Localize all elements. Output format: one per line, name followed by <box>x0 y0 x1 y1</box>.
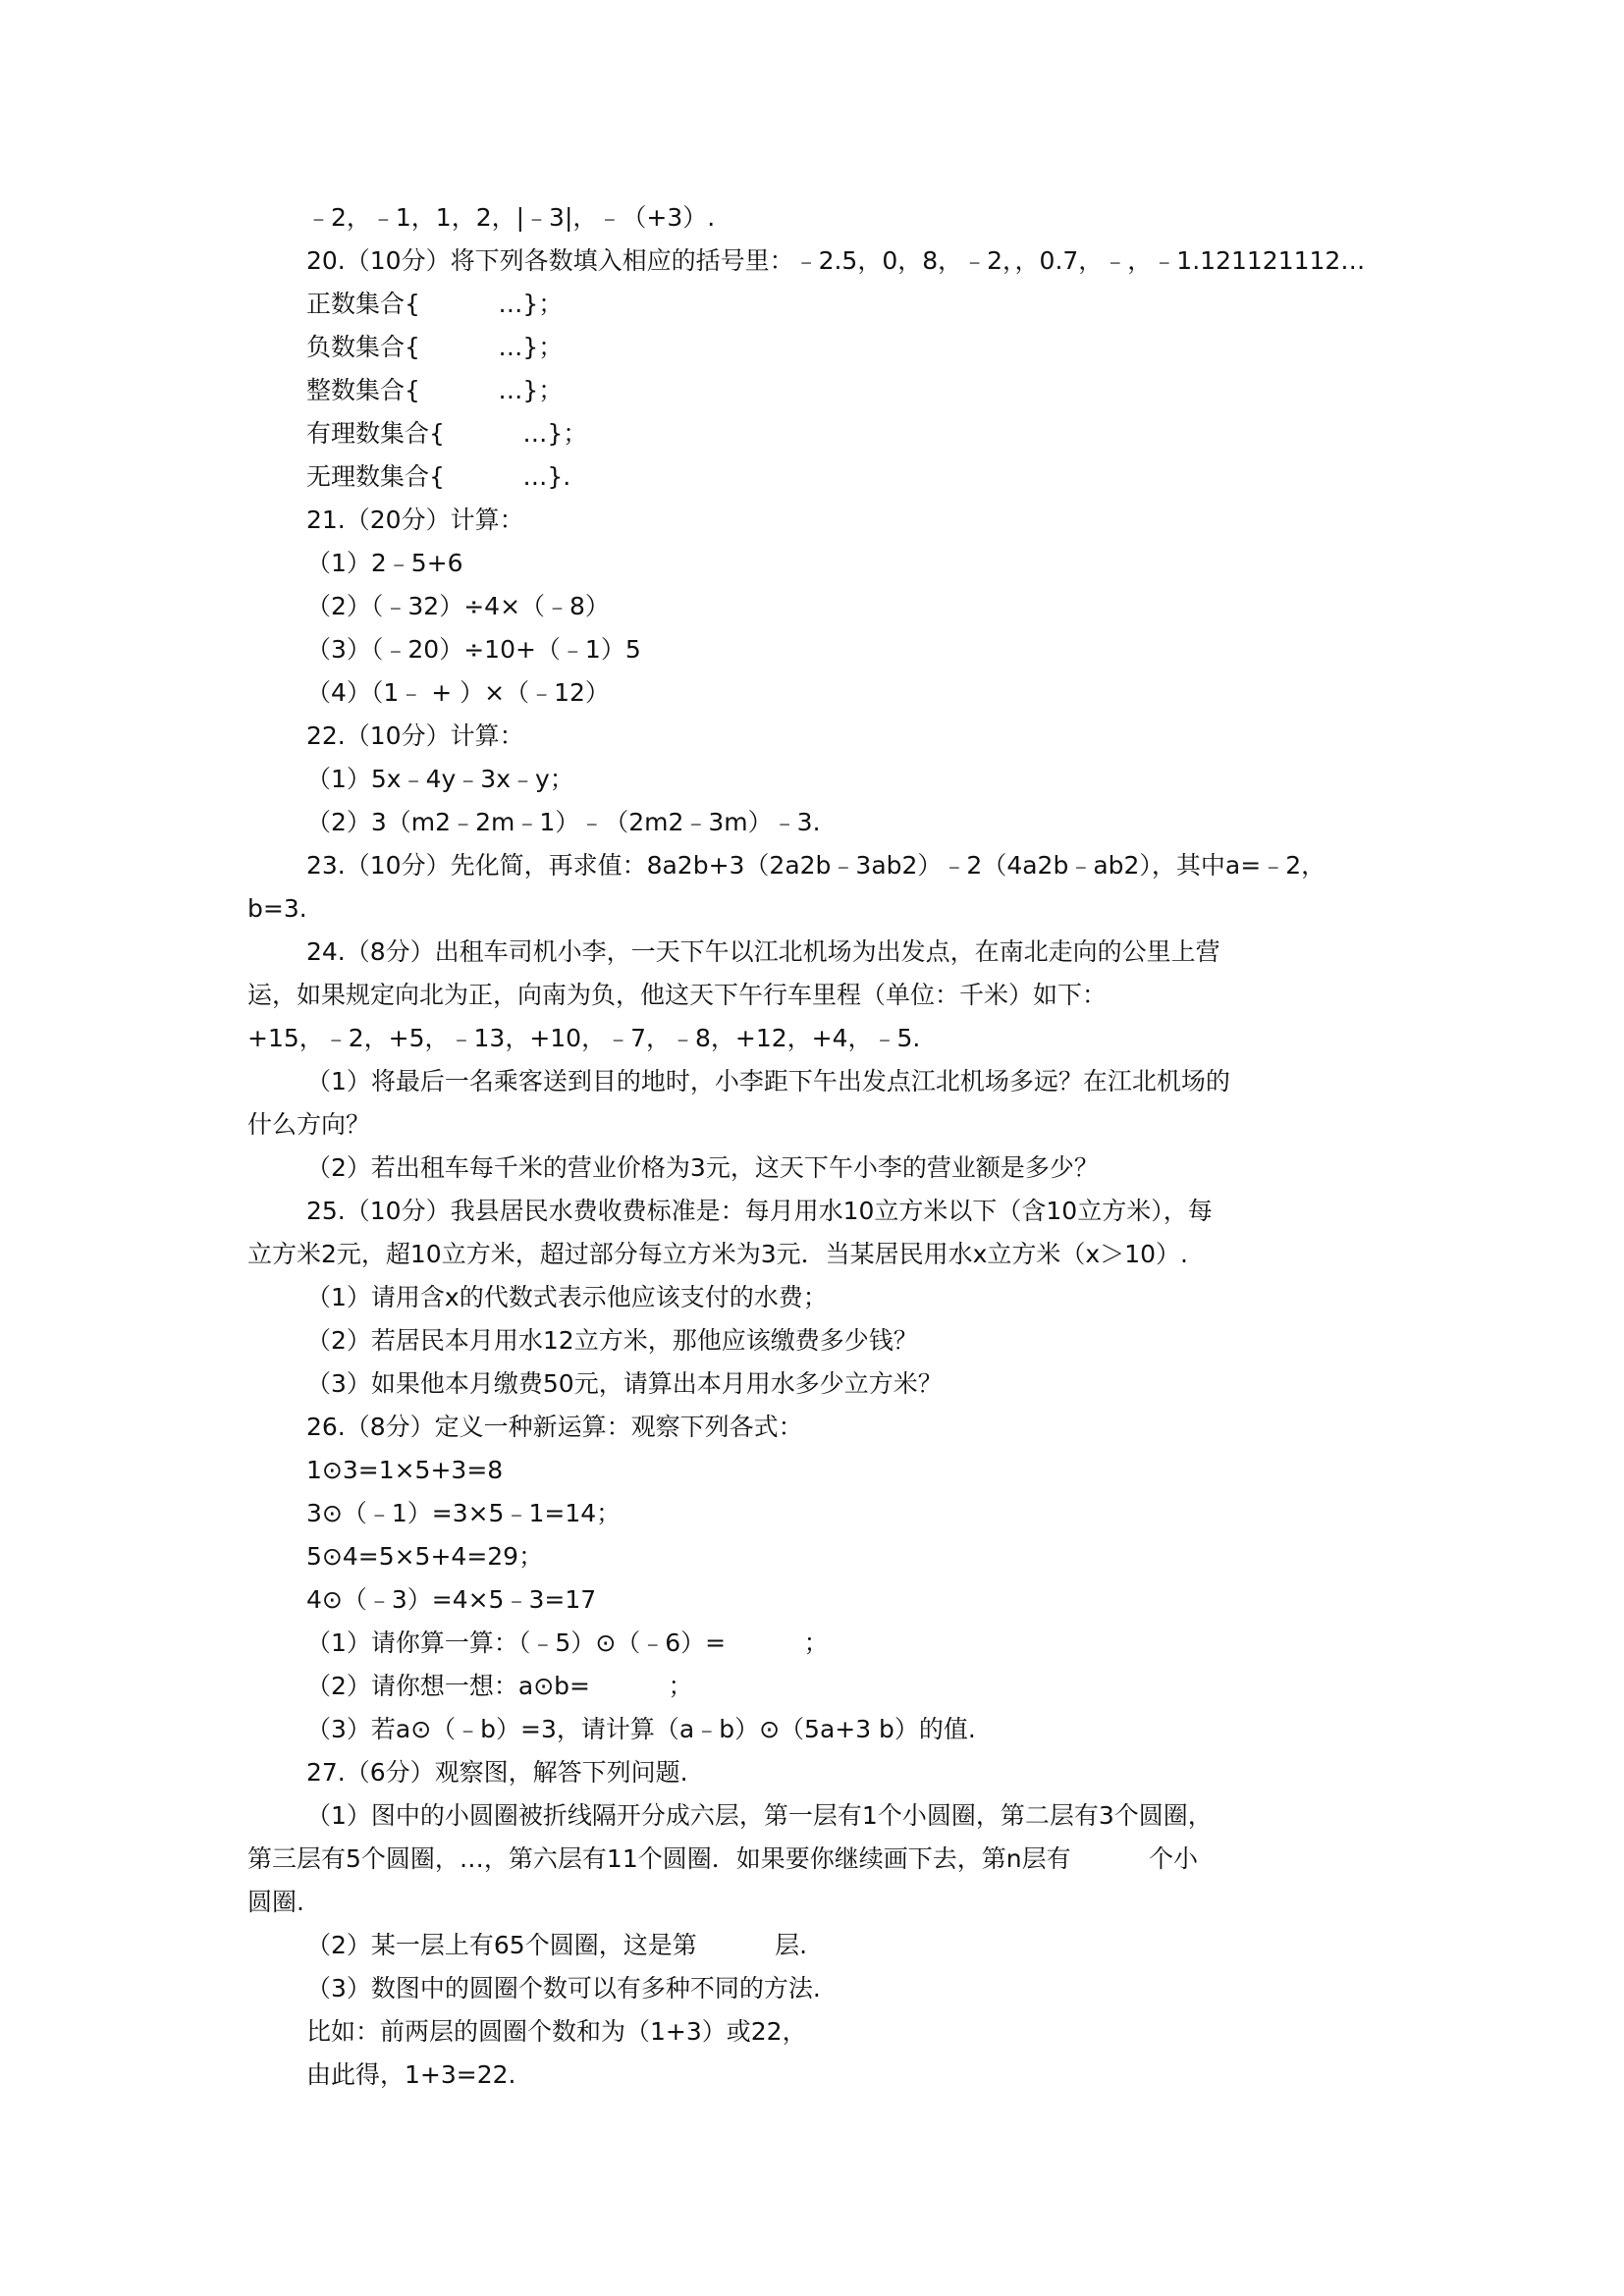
text-line: 5⊙4=5×5+4=29； <box>306 1542 544 1571</box>
text-line: 整数集合{ …}； <box>306 376 564 404</box>
question-24: 24.（8分）出租车司机小李，一天下午以江北机场为出发点，在南北走向的公里上营 <box>306 937 1220 966</box>
text-line: +15，﹣2，+5，﹣13，+10，﹣7，﹣8，+12，+4，﹣5. <box>247 1024 921 1052</box>
text-line: （2）某一层上有65个圆圈，这是第 层. <box>306 1931 808 1959</box>
text-line: 比如：前两层的圆圈个数和为（1+3）或22， <box>306 2017 807 2046</box>
question-26: 26.（8分）定义一种新运算：观察下列各式： <box>306 1413 803 1441</box>
text-line: 立方米2元，超10立方米，超过部分每立方米为3元．当某居民用水x立方米（x＞10）. <box>247 1240 1188 1268</box>
text-line: （1）5x﹣4y﹣3x﹣y； <box>306 765 574 793</box>
text-line: 由此得，1+3=22. <box>306 2060 516 2089</box>
text-line: 第三层有5个圆圈，…，第六层有11个圆圈．如果要你继续画下去，第n层有 个小 <box>247 1844 1199 1873</box>
text-line: （1）将最后一名乘客送到目的地时，小李距下午出发点江北机场多远？在江北机场的 <box>306 1067 1230 1095</box>
question-21: 21.（20分）计算： <box>306 506 524 534</box>
text-line: （1）请你算一算：（﹣5）⊙（﹣6）= ； <box>306 1629 829 1657</box>
text-line: （1）请用含x的代数式表示他应该支付的水费； <box>306 1283 828 1311</box>
text-line: 有理数集合{ …}； <box>306 419 588 448</box>
text-line: 运，如果规定向北为正，向南为负，他这天下午行车里程（单位：千米）如下： <box>247 981 1108 1009</box>
text-line: b=3. <box>247 894 307 923</box>
question-27: 27.（6分）观察图，解答下列问题. <box>306 1758 688 1787</box>
text-line: 无理数集合{ …}. <box>306 462 571 491</box>
text-line: 圆圈. <box>247 1888 304 1916</box>
text-line: 什么方向？ <box>247 1110 371 1139</box>
text-line: （2）若出租车每千米的营业价格为3元，这天下午小李的营业额是多少？ <box>306 1153 1099 1182</box>
text-line: 负数集合{ …}； <box>306 333 564 361</box>
text-line: （3）若a⊙（﹣b）=3，请计算（a﹣b）⊙（5a+3 b）的值. <box>306 1715 976 1743</box>
text-line: （2）若居民本月用水12立方米，那他应该缴费多少钱？ <box>306 1326 918 1355</box>
question-23: 23.（10分）先化简，再求值：8a2b+3（2a2b﹣3ab2）﹣2（4a2b﹣ab2），其中a=﹣2， <box>306 851 1326 880</box>
text-line: 正数集合{ …}； <box>306 290 564 318</box>
text-line: （2）3（m2﹣2m﹣1）﹣（2m2﹣3m）﹣3. <box>306 808 821 836</box>
text-line: ﹣2，﹣1，1，2，|﹣3|，﹣（+3）. <box>306 203 716 232</box>
text-line: 1⊙3=1×5+3=8 <box>306 1456 504 1484</box>
text-line: 3⊙（﹣1）=3×5﹣1=14； <box>306 1499 622 1527</box>
text-line: （3）（﹣20）÷10+（﹣1）5 <box>306 635 641 664</box>
text-line: （2）（﹣32）÷4×（﹣8） <box>306 592 610 620</box>
question-25: 25.（10分）我县居民水费收费标准是：每月用水10立方米以下（含10立方米），每 <box>306 1197 1213 1225</box>
text-line: （1）2﹣5+6 <box>306 549 463 577</box>
text-line: （4）（1﹣ + ）×（﹣12） <box>306 678 610 707</box>
question-20: 20.（10分）将下列各数填入相应的括号里：﹣2.5，0，8，﹣2，，0.7，﹣，﹣1.121121112… <box>306 246 1366 275</box>
text-line: （1）图中的小圆圈被折线隔开分成六层，第一层有1个小圆圈，第二层有3个圆圈， <box>306 1801 1213 1830</box>
text-line: （3）数图中的圆圈个数可以有多种不同的方法. <box>306 1974 821 2002</box>
text-line: （3）如果他本月缴费50元，请算出本月用水多少立方米？ <box>306 1369 943 1398</box>
text-line: 4⊙（﹣3）=4×5﹣3=17 <box>306 1585 597 1614</box>
text-line: （2）请你想一想：a⊙b= ； <box>306 1672 693 1700</box>
question-22: 22.（10分）计算： <box>306 721 524 750</box>
